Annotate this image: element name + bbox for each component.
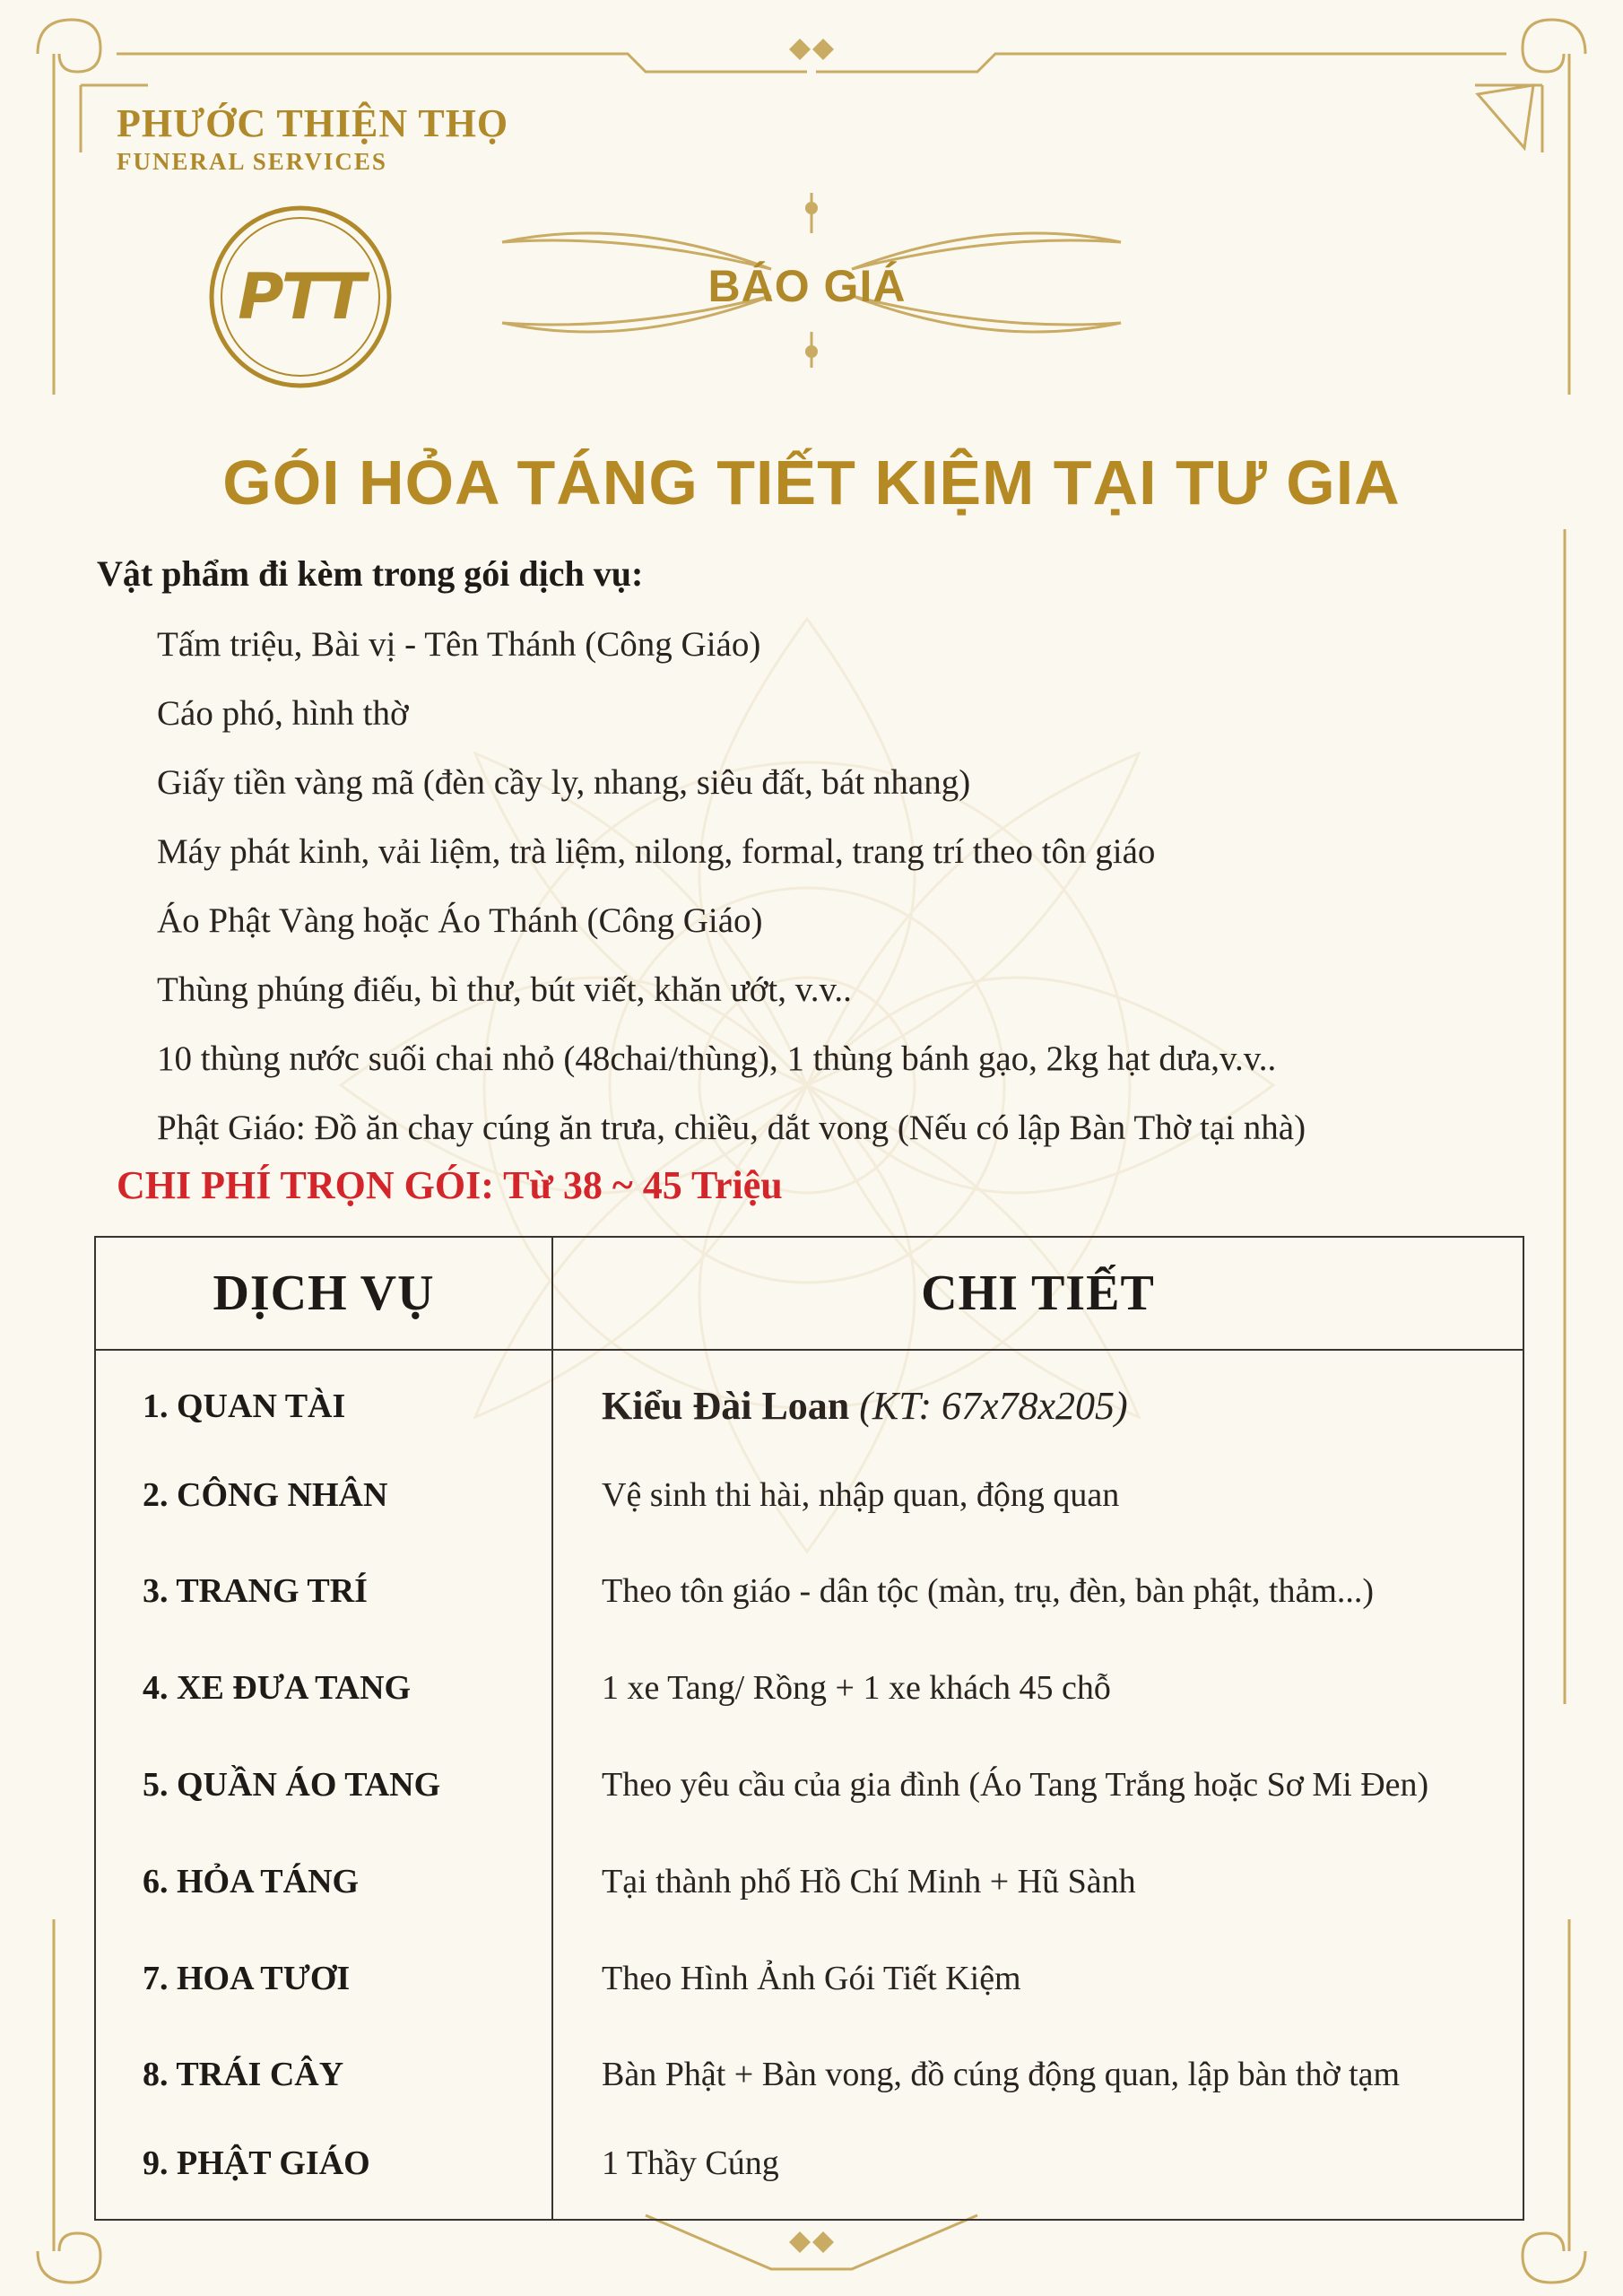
service-detail: 1 Thầy Cúng	[552, 2123, 1523, 2220]
page-title: GÓI HỎA TÁNG TIẾT KIỆM TẠI TƯ GIA	[222, 448, 1401, 517]
detail-strong: Kiểu Đài Loan	[602, 1384, 850, 1429]
service-detail: Theo yêu cầu của gia đình (Áo Tang Trắng hoặc Sơ Mi Đen)	[552, 1736, 1523, 1833]
list-item: 10 thùng nước suối chai nhỏ (48chai/thùng), 1 thùng bánh gạo, 2kg hạt dưa,v.v..	[157, 1039, 1277, 1078]
services-table	[94, 1236, 1524, 2221]
service-detail: Theo Hình Ảnh Gói Tiết Kiệm	[552, 1930, 1523, 2027]
service-name: 6. HỎA TÁNG	[95, 1833, 552, 1930]
list-item: Tấm triệu, Bài vị - Tên Thánh (Công Giáo)	[157, 625, 761, 664]
service-detail: Vệ sinh thi hài, nhập quan, động quan	[552, 1447, 1523, 1544]
service-name: 1. QUAN TÀI	[95, 1350, 552, 1447]
service-name: 4. XE ĐƯA TANG	[95, 1639, 552, 1736]
service-name: 5. QUẦN ÁO TANG	[95, 1736, 552, 1833]
service-name: 9. PHẬT GIÁO	[95, 2123, 552, 2220]
included-items-list	[157, 610, 1306, 1162]
table-row	[95, 2027, 1523, 2124]
list-item: Thùng phúng điếu, bì thư, bút viết, khăn ướt, v.v..	[157, 970, 852, 1009]
logo-monogram: PTT	[238, 260, 363, 334]
list-item: Áo Phật Vàng hoặc Áo Thánh (Công Giáo)	[157, 901, 763, 940]
service-detail: Bàn Phật + Bàn vong, đồ cúng động quan, lập bàn thờ tạm	[552, 2027, 1523, 2124]
table-row	[95, 1833, 1523, 1930]
quote-label: BÁO GIÁ	[707, 261, 907, 311]
service-detail: 1 xe Tang/ Rồng + 1 xe khách 45 chỗ	[552, 1639, 1523, 1736]
list-item: Máy phát kinh, vải liệm, trà liệm, nilong, formal, trang trí theo tôn giáo	[157, 832, 1156, 871]
total-price: CHI PHÍ TRỌN GÓI: Từ 38 ~ 45 Triệu	[117, 1163, 783, 1207]
service-detail: Tại thành phố Hồ Chí Minh + Hũ Sành	[552, 1833, 1523, 1930]
list-item: Giấy tiền vàng mã (đèn cầy ly, nhang, siêu đất, bát nhang)	[157, 763, 971, 802]
service-detail: Theo tôn giáo - dân tộc (màn, trụ, đèn, bàn phật, thảm...)	[552, 1544, 1523, 1640]
brand-name: PHƯỚC THIỆN THỌ	[117, 101, 509, 145]
table-row	[95, 1639, 1523, 1736]
detail-dimensions: (KT: 67x78x205)	[849, 1384, 1128, 1429]
service-name: 7. HOA TƯƠI	[95, 1930, 552, 2027]
list-item: Cáo phó, hình thờ	[157, 694, 409, 733]
brand-subtitle: FUNERAL SERVICES	[117, 148, 387, 175]
included-items-heading: Vật phẩm đi kèm trong gói dịch vụ:	[97, 553, 644, 594]
brand-header	[117, 100, 508, 176]
service-detail	[552, 1350, 1523, 1447]
column-header-service: DỊCH VỤ	[95, 1237, 552, 1350]
table-row	[95, 1930, 1523, 2027]
company-logo	[208, 204, 393, 389]
service-name: 2. CÔNG NHÂN	[95, 1447, 552, 1544]
table-row	[95, 1736, 1523, 1833]
table-row	[95, 1447, 1523, 1544]
table-row	[95, 1544, 1523, 1640]
list-item: Phật Giáo: Đồ ăn chay cúng ăn trưa, chiều, dắt vong (Nếu có lập Bàn Thờ tại nhà)	[157, 1109, 1306, 1147]
table-header-row	[95, 1237, 1523, 1350]
service-name: 8. TRÁI CÂY	[95, 2027, 552, 2124]
table-row	[95, 1350, 1523, 1447]
column-header-detail: CHI TIẾT	[552, 1237, 1523, 1350]
table-row	[95, 2123, 1523, 2220]
service-name: 3. TRANG TRÍ	[95, 1544, 552, 1640]
